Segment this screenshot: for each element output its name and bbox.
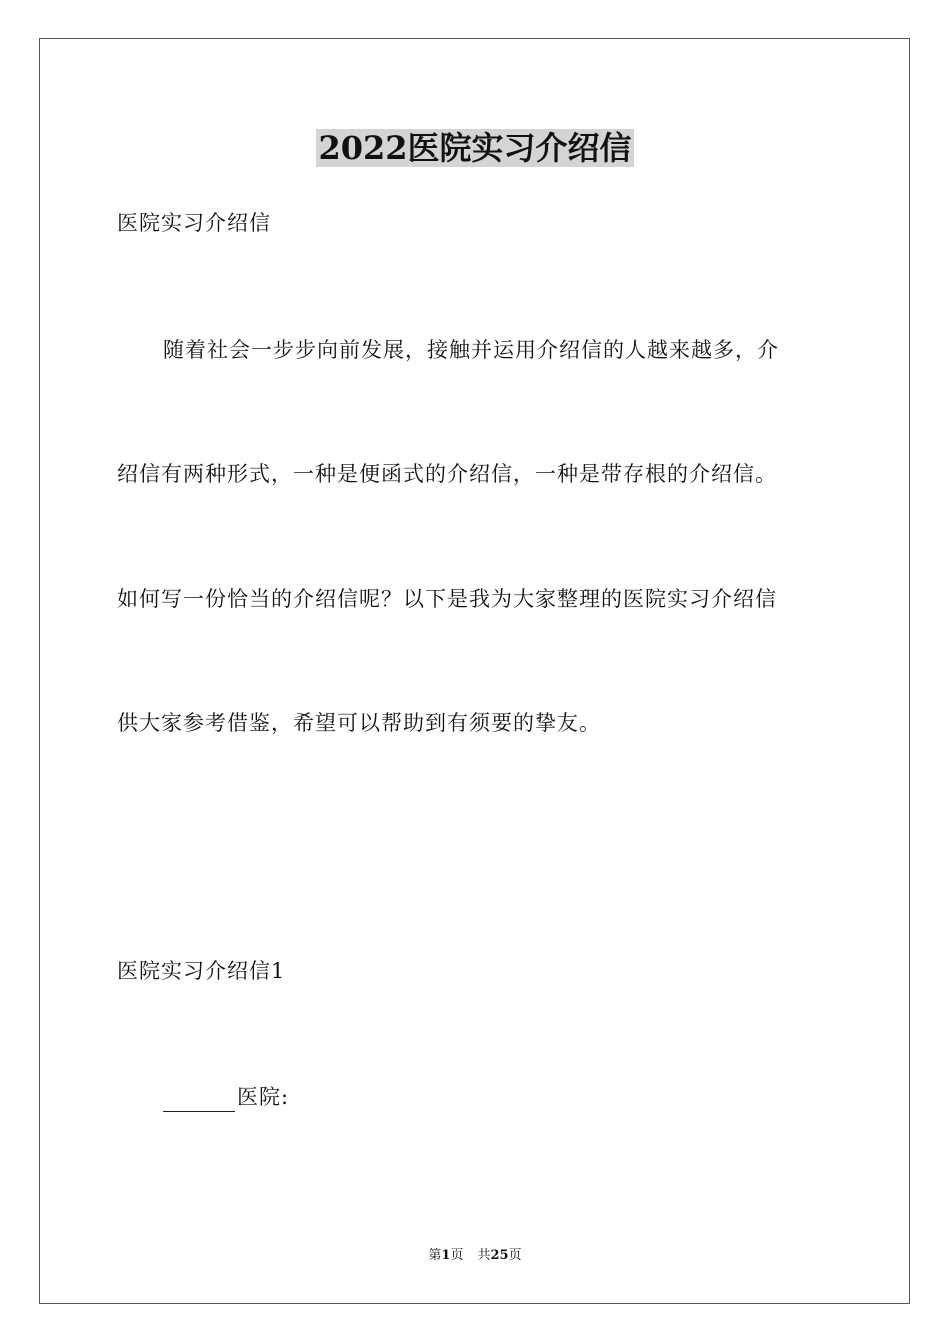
subtitle: 医院实习介绍信 [117, 211, 271, 235]
salutation-text: 医院: [237, 1085, 290, 1109]
paragraph-line: 随着社会一步步向前发展，接触并运用介绍信的人越来越多，介 [163, 338, 779, 362]
paragraph-line: 如何写一份恰当的介绍信呢？以下是我为大家整理的医院实习介绍信 [117, 587, 777, 611]
page-number: 1 [441, 1248, 451, 1263]
section-heading: 医院实习介绍信1 [117, 959, 286, 983]
total-pages: 25 [490, 1248, 509, 1263]
paragraph-line: 绍信有两种形式，一种是便函式的介绍信，一种是带存根的介绍信。 [117, 462, 777, 486]
page-footer [0, 1247, 950, 1265]
page-suffix: 页 [450, 1248, 464, 1263]
total-prefix: 共 [477, 1248, 491, 1263]
title-highlight: 2022医院实习介绍信 [318, 129, 632, 167]
page-prefix: 第 [428, 1248, 442, 1263]
salutation-line [163, 1082, 883, 1112]
paragraph-line: 供大家参考借鉴，希望可以帮助到有须要的挚友。 [117, 711, 601, 735]
blank-underline [163, 1089, 235, 1112]
total-suffix: 页 [508, 1248, 522, 1263]
document-title [0, 128, 950, 168]
